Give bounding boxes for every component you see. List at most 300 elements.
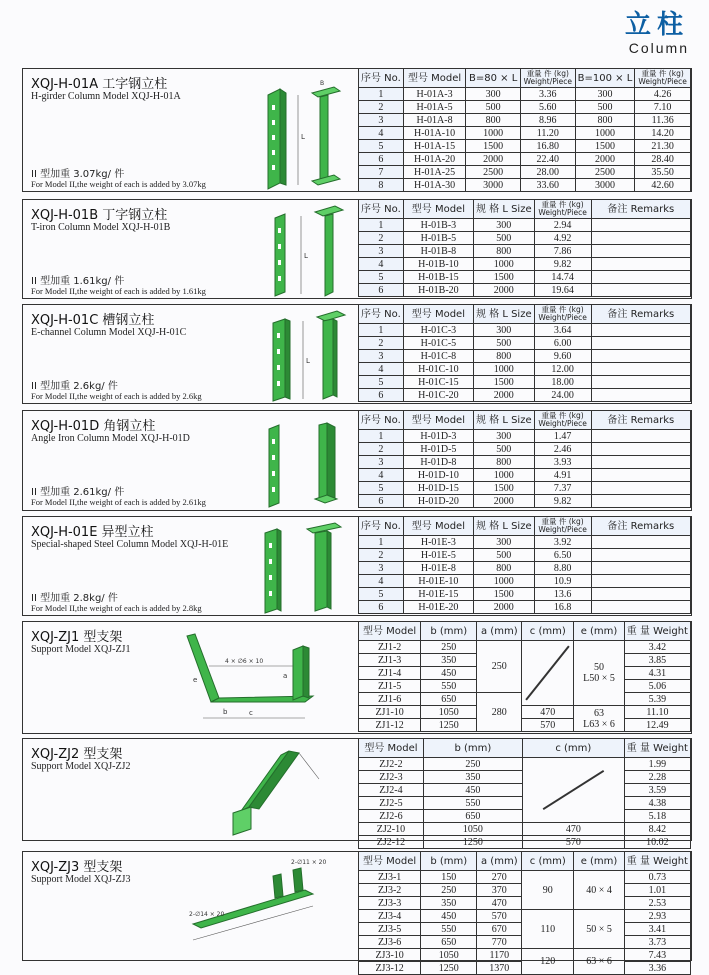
table-cell: 7 (359, 166, 404, 179)
table-cell: 5.60 (520, 101, 575, 114)
cell-model: ZJ3-2 (359, 884, 421, 897)
section-subtitle: E-channel Column Model XQJ-H-01C (31, 327, 187, 338)
cell-weight: 7.43 (624, 949, 690, 962)
table-cell: 18.00 (534, 376, 591, 389)
table-cell: 6 (359, 495, 404, 508)
table-cell: H-01E-5 (403, 549, 473, 562)
page-title: 立柱 (624, 10, 689, 40)
table-cell: 2 (359, 443, 404, 456)
table-cell: 2 (359, 232, 404, 245)
table-cell: H-01B-20 (403, 284, 473, 297)
table-cell: 2000 (473, 389, 534, 402)
table-cell: 300 (575, 88, 635, 101)
cell-weight: 4.38 (624, 797, 690, 810)
table-row (359, 153, 691, 166)
table-cell (591, 245, 690, 258)
table-cell: 9.60 (534, 350, 591, 363)
table-cell (591, 430, 690, 443)
table-cell: H-01D-3 (403, 430, 473, 443)
table-cell: 1000 (473, 363, 534, 376)
cell-b: 350 (423, 771, 522, 784)
col-model: 型号 Model (359, 739, 424, 758)
table-cell: 1000 (473, 575, 534, 588)
table-cell: 7.37 (534, 482, 591, 495)
table-cell: 2500 (466, 166, 521, 179)
table-cell: 2 (359, 549, 404, 562)
table-cell (591, 443, 690, 456)
table-cell: 16.80 (520, 140, 575, 153)
table-row (359, 376, 691, 389)
table-row (359, 324, 691, 337)
weight-add-cn: II 型加重 1.61kg/ 件 (31, 276, 125, 287)
section-subtitle: Support Model XQJ-ZJ1 (31, 644, 131, 655)
section-zj2 (22, 738, 692, 848)
table-cell: 2.94 (534, 219, 591, 232)
table-cell: 500 (466, 101, 521, 114)
table-cell (591, 284, 690, 297)
col-c: c (mm) (522, 622, 574, 641)
cell-b: 250 (421, 884, 477, 897)
table-cell: 5 (359, 376, 404, 389)
table-cell (591, 482, 690, 495)
table-cell (591, 562, 690, 575)
col-remarks: 备注 Remarks (591, 517, 690, 536)
table-cell: H-01C-3 (403, 324, 473, 337)
table-row (359, 101, 691, 114)
weight-add-cn: II 型加重 2.6kg/ 件 (31, 381, 118, 392)
table-cell: H-01D-5 (403, 443, 473, 456)
h-girder-column-drawing (258, 75, 353, 191)
cell-weight: 1.01 (624, 884, 690, 897)
table-cell: H-01A-25 (403, 166, 466, 179)
table-row (359, 140, 691, 153)
cell-c: 570 (522, 719, 574, 732)
table-cell: H-01A-15 (403, 140, 466, 153)
table-cell (591, 495, 690, 508)
table-row (359, 271, 691, 284)
table-cell: 3000 (466, 179, 521, 192)
table-cell (591, 469, 690, 482)
table-cell: 22.40 (520, 153, 575, 166)
cell-b: 450 (421, 667, 477, 680)
weight-add-en: For Model II,the weight of each is added by 2.8kg (31, 603, 202, 613)
table-cell (591, 601, 690, 614)
table-cell: 1.47 (534, 430, 591, 443)
table-cell: H-01E-15 (403, 588, 473, 601)
table-cell: 7.86 (534, 245, 591, 258)
svg-text:L: L (306, 357, 310, 365)
weight-add-cn: II 型加重 2.8kg/ 件 (31, 593, 118, 604)
table-cell: 1000 (473, 258, 534, 271)
cell-a: 370 (477, 884, 522, 897)
table-cell: H-01B-3 (403, 219, 473, 232)
weight-add-cn: II 型加重 2.61kg/ 件 (31, 487, 125, 498)
table-cell: 5 (359, 140, 404, 153)
table-cell: 4 (359, 258, 404, 271)
table-cell: 300 (466, 88, 521, 101)
cell-model: ZJ2-10 (359, 823, 424, 836)
table-cell: H-01B-15 (403, 271, 473, 284)
table-cell: 4.26 (635, 88, 691, 101)
col-model: 型号 Model (403, 69, 466, 88)
section-subtitle: H-girder Column Model XQJ-H-01A (31, 91, 181, 102)
col-b: b (mm) (421, 852, 477, 871)
table-row (359, 363, 691, 376)
section-subtitle: Support Model XQJ-ZJ3 (31, 874, 131, 885)
cell-c-diagonal (522, 641, 574, 706)
section-h01a (22, 68, 692, 192)
page-subtitle: Column (628, 40, 689, 56)
table-cell: 2 (359, 337, 404, 350)
table-cell: 2000 (466, 153, 521, 166)
cell-model: ZJ1-4 (359, 667, 421, 680)
table-row (359, 549, 691, 562)
svg-text:a: a (283, 672, 288, 680)
table-row (359, 536, 691, 549)
table-row (359, 166, 691, 179)
table-cell: 800 (466, 114, 521, 127)
section-title: XQJ-H-01D 角钢立柱 (31, 419, 156, 434)
table-row (359, 469, 691, 482)
cell-b: 1250 (421, 962, 477, 975)
section-subtitle: Special-shaped Steel Column Model XQJ-H-01E (31, 539, 229, 550)
col-model: 型号 Model (403, 305, 473, 324)
table-cell (591, 350, 690, 363)
col-weight: 重 量 Weight (624, 739, 690, 758)
cell-model: ZJ1-5 (359, 680, 421, 693)
table-cell: 9.82 (534, 495, 591, 508)
e-channel-column-drawing (263, 307, 353, 403)
table-cell: 11.36 (635, 114, 691, 127)
cell-weight: 3.85 (624, 654, 690, 667)
cell-e: 50 L50 × 5 (574, 641, 625, 706)
cell-a: 570 (477, 910, 522, 923)
section-title: XQJ-H-01E 异型立柱 (31, 525, 154, 540)
table-cell: 2000 (473, 495, 534, 508)
cell-model: ZJ3-1 (359, 871, 421, 884)
col-model: 型号 Model (403, 517, 473, 536)
cell-b: 1050 (423, 823, 522, 836)
table-cell: 300 (473, 536, 534, 549)
col-size: 规 格 L Size (473, 517, 534, 536)
col-weight: 重量 件 (kg) Weight/Piece (534, 305, 591, 324)
cell-e: 50 × 5 (574, 910, 625, 949)
table-row (359, 232, 691, 245)
cell-weight: 2.93 (624, 910, 690, 923)
table-cell: 3.64 (534, 324, 591, 337)
zj1-support-drawing (163, 626, 355, 732)
table-cell: 5 (359, 271, 404, 284)
section-zj1 (22, 621, 692, 734)
section-title: XQJ-H-01A 工字钢立柱 (31, 77, 168, 92)
cell-b: 1250 (421, 719, 477, 732)
table-row (359, 456, 691, 469)
col-model: 型号 Model (359, 852, 421, 871)
cell-c: 470 (522, 706, 574, 719)
spec-table-zj2 (358, 738, 691, 849)
table-cell: 8.96 (520, 114, 575, 127)
cell-b: 250 (421, 641, 477, 654)
table-cell: 6 (359, 389, 404, 402)
svg-text:L: L (301, 133, 305, 141)
cell-c: 470 (522, 823, 624, 836)
cell-weight: 3.42 (624, 641, 690, 654)
table-cell: 800 (473, 245, 534, 258)
col-no: 序号 No. (359, 200, 404, 219)
cell-model: ZJ1-2 (359, 641, 421, 654)
col-weight: 重量 件 (kg) Weight/Piece (534, 200, 591, 219)
cell-weight: 3.73 (624, 936, 690, 949)
table-row (359, 430, 691, 443)
table-cell: 800 (473, 562, 534, 575)
section-h01c (22, 304, 692, 404)
table-cell: 1500 (575, 140, 635, 153)
cell-b: 550 (421, 680, 477, 693)
svg-text:c: c (249, 709, 253, 717)
table-cell: H-01A-10 (403, 127, 466, 140)
table-cell: H-01D-20 (403, 495, 473, 508)
col-e: e (mm) (574, 622, 625, 641)
table-row (359, 575, 691, 588)
col-e: e (mm) (574, 852, 625, 871)
table-cell: 14.20 (635, 127, 691, 140)
table-cell: 4 (359, 575, 404, 588)
cell-weight: 3.41 (624, 923, 690, 936)
table-cell: 35.50 (635, 166, 691, 179)
table-cell: 3 (359, 562, 404, 575)
hole-spec-label-a: 2-∅11 × 20 (291, 859, 327, 866)
svg-text:e: e (193, 676, 198, 684)
cell-model: ZJ3-12 (359, 962, 421, 975)
table-cell (591, 258, 690, 271)
table-cell (591, 588, 690, 601)
section-title: XQJ-ZJ1 型支架 (31, 630, 123, 645)
weight-add-en: For Model II,the weight of each is added by 1.61kg (31, 286, 206, 296)
col-no: 序号 No. (359, 69, 404, 88)
weight-add-en: For Model II,the weight of each is added by 2.61kg (31, 497, 206, 507)
cell-b: 1050 (421, 949, 477, 962)
table-cell: 13.6 (534, 588, 591, 601)
table-cell: H-01C-15 (403, 376, 473, 389)
cell-b: 550 (423, 797, 522, 810)
cell-a: 1170 (477, 949, 522, 962)
table-row (359, 482, 691, 495)
table-cell (591, 232, 690, 245)
table-cell: 33.60 (520, 179, 575, 192)
table-cell: 6 (359, 153, 404, 166)
cell-model: ZJ2-2 (359, 758, 424, 771)
col-weight: 重量 件 (kg) Weight/Piece (534, 517, 591, 536)
col-model: 型号 Model (359, 622, 421, 641)
table-cell: 6.00 (534, 337, 591, 350)
col-size: 规 格 L Size (473, 411, 534, 430)
cell-weight: 5.06 (624, 680, 690, 693)
cell-model: ZJ1-10 (359, 706, 421, 719)
cell-b: 1250 (423, 836, 522, 849)
table-cell: 3 (359, 114, 404, 127)
table-cell: 4 (359, 469, 404, 482)
cell-a: 770 (477, 936, 522, 949)
table-cell: 3000 (575, 179, 635, 192)
table-cell: H-01A-20 (403, 153, 466, 166)
table-cell: 1500 (473, 271, 534, 284)
section-subtitle: Angle Iron Column Model XQJ-H-01D (31, 433, 190, 444)
table-cell: 1 (359, 430, 404, 443)
table-cell: 800 (473, 456, 534, 469)
cell-a: 270 (477, 871, 522, 884)
cell-weight: 4.31 (624, 667, 690, 680)
cell-c: 120 (522, 949, 574, 975)
table-cell: 300 (473, 324, 534, 337)
col-a: a (mm) (477, 622, 522, 641)
table-cell: 4.92 (534, 232, 591, 245)
table-cell: H-01D-15 (403, 482, 473, 495)
table-cell: 11.20 (520, 127, 575, 140)
cell-b: 350 (421, 654, 477, 667)
weight-add-en: For Model II,the weight of each is added by 2.6kg (31, 391, 202, 401)
table-cell: 3.36 (520, 88, 575, 101)
table-cell: 3 (359, 245, 404, 258)
table-cell: 9.82 (534, 258, 591, 271)
table-cell: H-01A-3 (403, 88, 466, 101)
weight-add-cn: II 型加重 3.07kg/ 件 (31, 169, 125, 180)
table-cell: 28.00 (520, 166, 575, 179)
col-size: 规 格 L Size (473, 200, 534, 219)
table-cell: H-01A-30 (403, 179, 466, 192)
weight-add-en: For Model II,the weight of each is added by 3.07kg (31, 179, 206, 189)
cell-model: ZJ1-6 (359, 693, 421, 706)
table-row (359, 443, 691, 456)
col-no: 序号 No. (359, 305, 404, 324)
table-cell: 3 (359, 456, 404, 469)
table-cell: H-01B-8 (403, 245, 473, 258)
table-cell: 4 (359, 127, 404, 140)
spec-table-h01e (358, 516, 691, 614)
table-cell: 4.91 (534, 469, 591, 482)
cell-model: ZJ3-4 (359, 910, 421, 923)
col-weight: 重量 件 (kg) Weight/Piece (534, 411, 591, 430)
zj2-support-drawing (219, 743, 355, 839)
table-cell: 3.93 (534, 456, 591, 469)
table-row (359, 114, 691, 127)
section-title: XQJ-H-01B 丁字钢立柱 (31, 208, 168, 223)
col-b: b (mm) (421, 622, 477, 641)
table-cell: H-01E-20 (403, 601, 473, 614)
table-cell: 1500 (473, 376, 534, 389)
table-row (359, 258, 691, 271)
cell-b: 650 (421, 936, 477, 949)
t-iron-column-drawing (263, 202, 353, 298)
table-row (359, 495, 691, 508)
section-zj3 (22, 851, 692, 974)
table-cell: 2000 (473, 284, 534, 297)
col-model: 型号 Model (403, 411, 473, 430)
table-cell (591, 363, 690, 376)
table-row (359, 127, 691, 140)
col-c: c (mm) (522, 852, 574, 871)
cell-b: 550 (421, 923, 477, 936)
section-h01b (22, 199, 692, 299)
cell-model: ZJ1-12 (359, 719, 421, 732)
table-cell: 500 (473, 549, 534, 562)
table-cell: 300 (473, 430, 534, 443)
table-cell: 2 (359, 101, 404, 114)
table-cell (591, 536, 690, 549)
cell-weight: 3.59 (624, 784, 690, 797)
table-cell: 28.40 (635, 153, 691, 166)
table-cell: 6 (359, 601, 404, 614)
zj3-support-drawing (163, 854, 355, 958)
table-cell: H-01C-8 (403, 350, 473, 363)
col-weight-100: 重量 件 (kg) Weight/Piece (635, 69, 691, 88)
col-remarks: 备注 Remarks (591, 200, 690, 219)
table-cell: H-01C-20 (403, 389, 473, 402)
section-h01d (22, 410, 692, 511)
cell-model: ZJ2-3 (359, 771, 424, 784)
cell-model: ZJ3-5 (359, 923, 421, 936)
table-cell: 1500 (473, 588, 534, 601)
col-a: a (mm) (477, 852, 522, 871)
table-cell: 24.00 (534, 389, 591, 402)
table-row (359, 562, 691, 575)
cell-b: 350 (421, 897, 477, 910)
table-cell: 500 (473, 232, 534, 245)
table-cell: 500 (473, 443, 534, 456)
table-cell: 500 (575, 101, 635, 114)
table-cell: 1 (359, 88, 404, 101)
spec-table-zj1 (358, 621, 691, 732)
table-cell: 6 (359, 284, 404, 297)
table-cell: 1000 (575, 127, 635, 140)
cell-a: 670 (477, 923, 522, 936)
cell-model: ZJ1-3 (359, 654, 421, 667)
table-cell: 16.8 (534, 601, 591, 614)
table-cell: 1500 (473, 482, 534, 495)
section-subtitle: T-iron Column Model XQJ-H-01B (31, 222, 171, 233)
section-subtitle: Support Model XQJ-ZJ2 (31, 761, 131, 772)
table-cell (591, 271, 690, 284)
spec-table-h01d (358, 410, 691, 508)
cell-a: 280 (477, 693, 522, 732)
table-cell: 300 (473, 219, 534, 232)
table-cell: 1 (359, 219, 404, 232)
col-weight: 重 量 Weight (624, 622, 690, 641)
table-cell: H-01B-10 (403, 258, 473, 271)
table-cell: 800 (473, 350, 534, 363)
section-h01e (22, 516, 692, 616)
table-row (359, 284, 691, 297)
cell-weight: 2.53 (624, 897, 690, 910)
section-title: XQJ-ZJ3 型支架 (31, 860, 123, 875)
section-title: XQJ-ZJ2 型支架 (31, 747, 123, 762)
table-row (359, 588, 691, 601)
cell-b: 650 (421, 693, 477, 706)
cell-weight: 5.39 (624, 693, 690, 706)
cell-weight: 5.18 (624, 810, 690, 823)
cell-weight: 2.28 (624, 771, 690, 784)
table-cell: 3 (359, 350, 404, 363)
table-cell: 19.64 (534, 284, 591, 297)
table-cell: 3.92 (534, 536, 591, 549)
col-weight: 重 量 Weight (624, 852, 690, 871)
table-cell (591, 337, 690, 350)
col-no: 序号 No. (359, 411, 404, 430)
table-cell (591, 376, 690, 389)
table-cell (591, 219, 690, 232)
table-row (359, 245, 691, 258)
cell-model: ZJ3-10 (359, 949, 421, 962)
table-cell: H-01D-10 (403, 469, 473, 482)
